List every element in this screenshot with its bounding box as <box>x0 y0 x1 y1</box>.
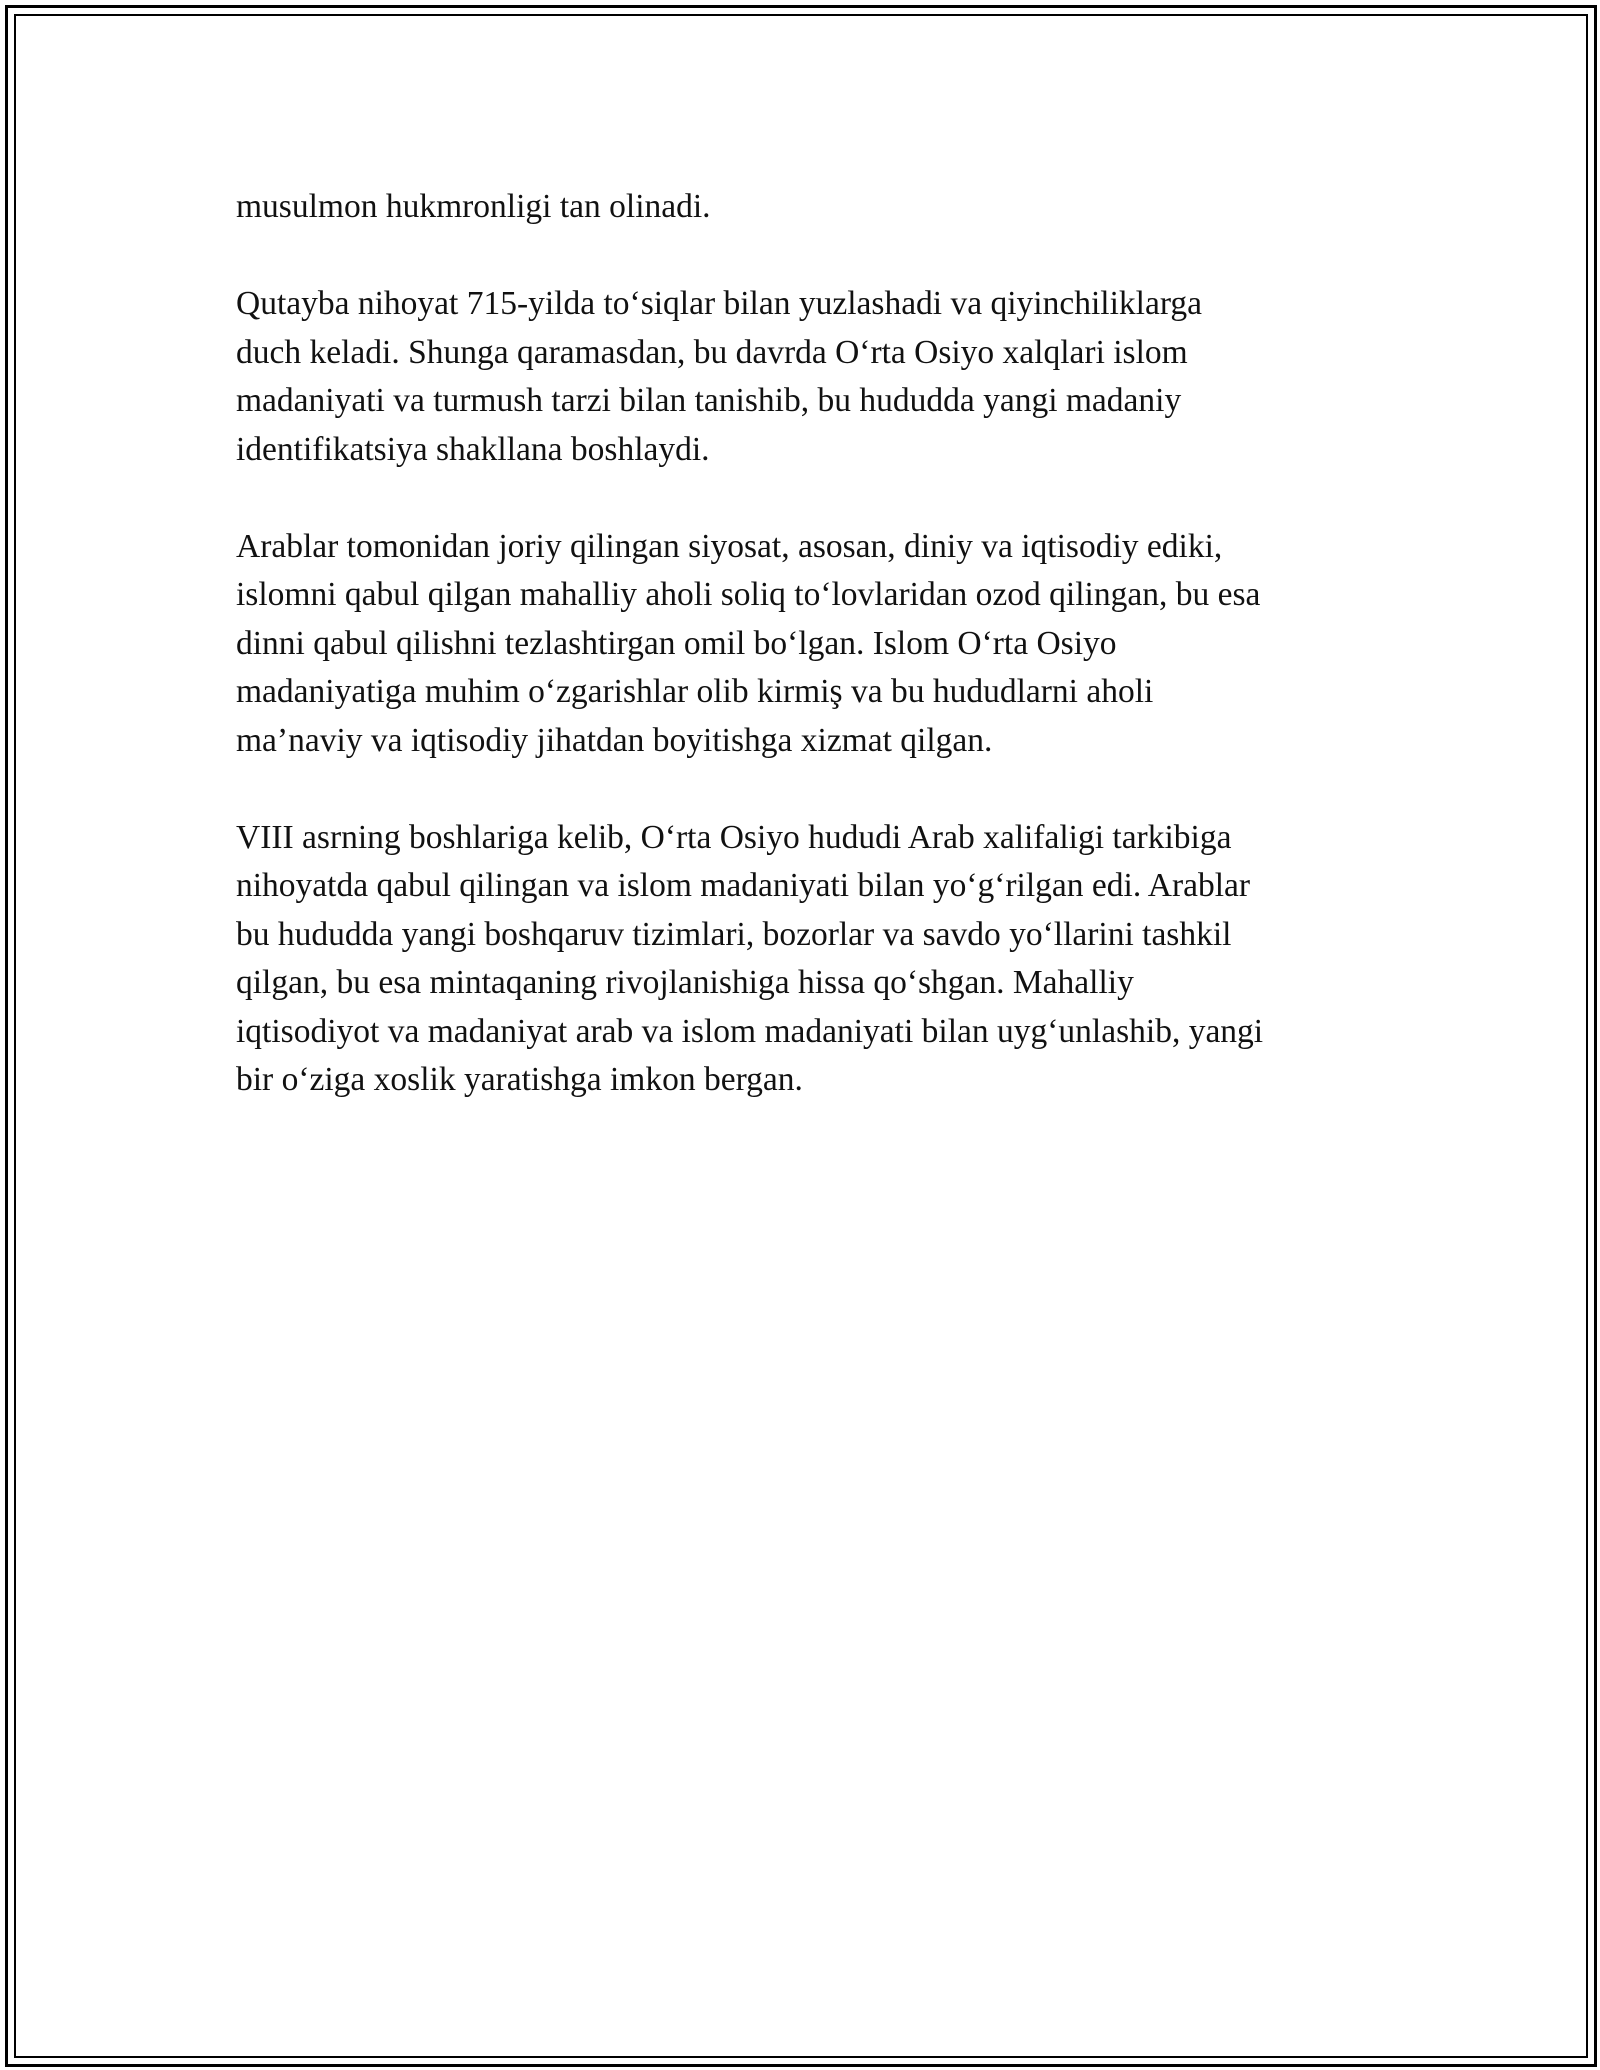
paragraph-2 <box>236 280 1366 474</box>
text-line: bir o‘ziga xoslik yaratishga imkon bergan. <box>236 1061 803 1098</box>
text-line: VIII asrning boshlariga kelib, O‘rta Osiyo hududi Arab xalifaligi tarkibiga <box>236 818 1232 856</box>
text-line: Arablar tomonidan joriy qilingan siyosat, asosan, diniy va iqtisodiy ediki, <box>236 527 1223 565</box>
text-line: Qutayba nihoyat 715-yilda to‘siqlar bilan yuzlashadi va qiyinchiliklarga <box>236 285 1202 322</box>
text-line: identifikatsiya shakllana boshlaydi. <box>236 430 710 468</box>
text-line: dinni qabul qilishni tezlashtirgan omil bo‘lgan. Islom O‘rta Osiyo <box>236 624 1117 662</box>
text-line: duch keladi. Shunga qaramasdan, bu davrda O‘rta Osiyo xalqlari islom <box>236 333 1188 371</box>
text-line: nihoyatda qabul qilingan va islom madaniyati bilan yo‘g‘rilgan edi. Arablar <box>236 867 1251 904</box>
paragraph-1 <box>236 183 1366 232</box>
text-line: madaniyati va turmush tarzi bilan tanishib, bu hududda yangi madaniy <box>236 382 1182 419</box>
text-line: madaniyatiga muhim o‘zgarishlar olib kirmiş va bu hududlarni aholi <box>236 673 1154 710</box>
text-line: qilgan, bu esa mintaqaning rivojlanishiga hissa qo‘shgan. Mahalliy <box>236 964 1134 1001</box>
text-line: bu hududda yangi boshqaruv tizimlari, bozorlar va savdo yo‘llarini tashkil <box>236 915 1232 953</box>
text-line: islomni qabul qilgan mahalliy aholi soliq to‘lovlaridan ozod qilingan, bu esa <box>236 576 1261 613</box>
text-line: iqtisodiyot va madaniyat arab va islom madaniyati bilan uyg‘unlashib, yangi <box>236 1012 1264 1050</box>
text-line: ma’naviy va iqtisodiy jihatdan boyitishga xizmat qilgan. <box>236 721 993 759</box>
document-body <box>236 183 1366 1153</box>
paragraph-4 <box>236 814 1366 1105</box>
paragraph-3 <box>236 523 1366 766</box>
text-line: musulmon hukmronligi tan olinadi. <box>236 188 711 225</box>
